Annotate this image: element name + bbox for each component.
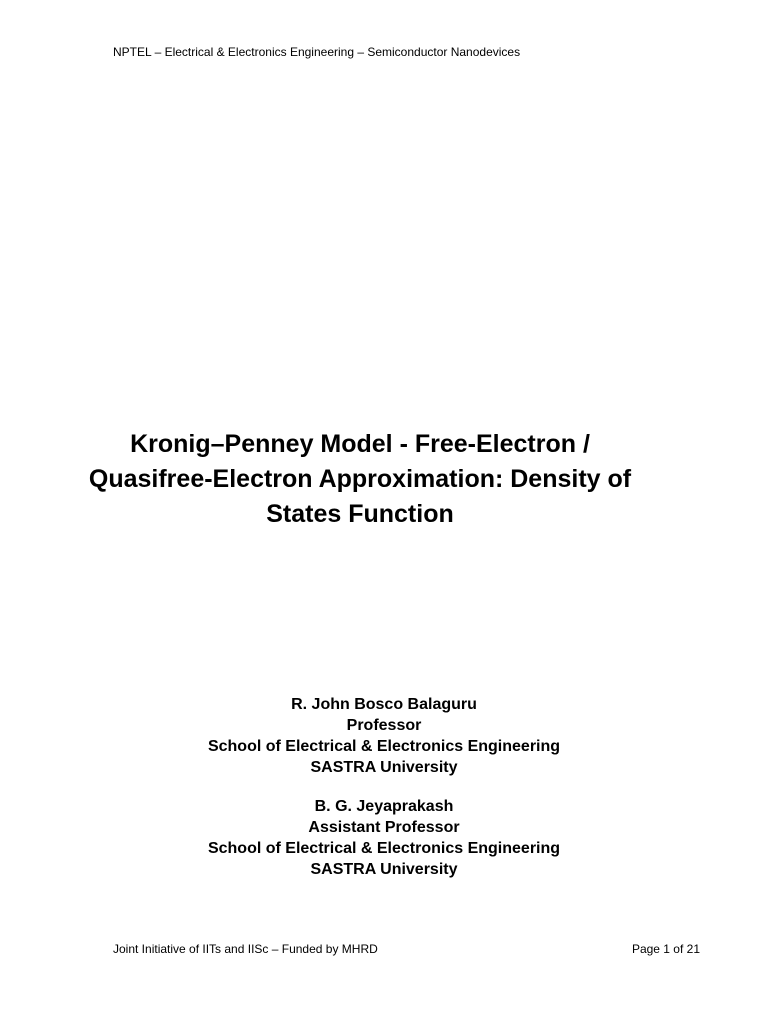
title-line-1: Kronig–Penney Model - Free-Electron / — [130, 430, 590, 458]
author-name: B. G. Jeyaprakash — [314, 798, 454, 815]
author-university: SASTRA University — [310, 759, 458, 776]
author-department: School of Electrical & Electronics Engineering — [207, 738, 561, 755]
footer-funding-note: Joint Initiative of IITs and IISc – Funded by MHRD — [113, 942, 378, 956]
author-block-2 — [84, 796, 684, 880]
title-line-2: Quasifree-Electron Approximation: Density of — [88, 465, 632, 493]
page-number: Page 1 of 21 — [631, 942, 700, 956]
running-header: NPTEL – Electrical & Electronics Engineering – Semiconductor Nanodevices — [113, 45, 521, 59]
author-position: Professor — [346, 717, 422, 734]
author-name: R. John Bosco Balaguru — [291, 696, 477, 713]
author-university: SASTRA University — [310, 861, 458, 878]
author-position: Assistant Professor — [308, 819, 460, 836]
author-department: School of Electrical & Electronics Engineering — [207, 840, 561, 857]
title-line-3: States Function — [266, 500, 454, 528]
author-block-1 — [84, 694, 684, 778]
document-title — [40, 427, 680, 532]
